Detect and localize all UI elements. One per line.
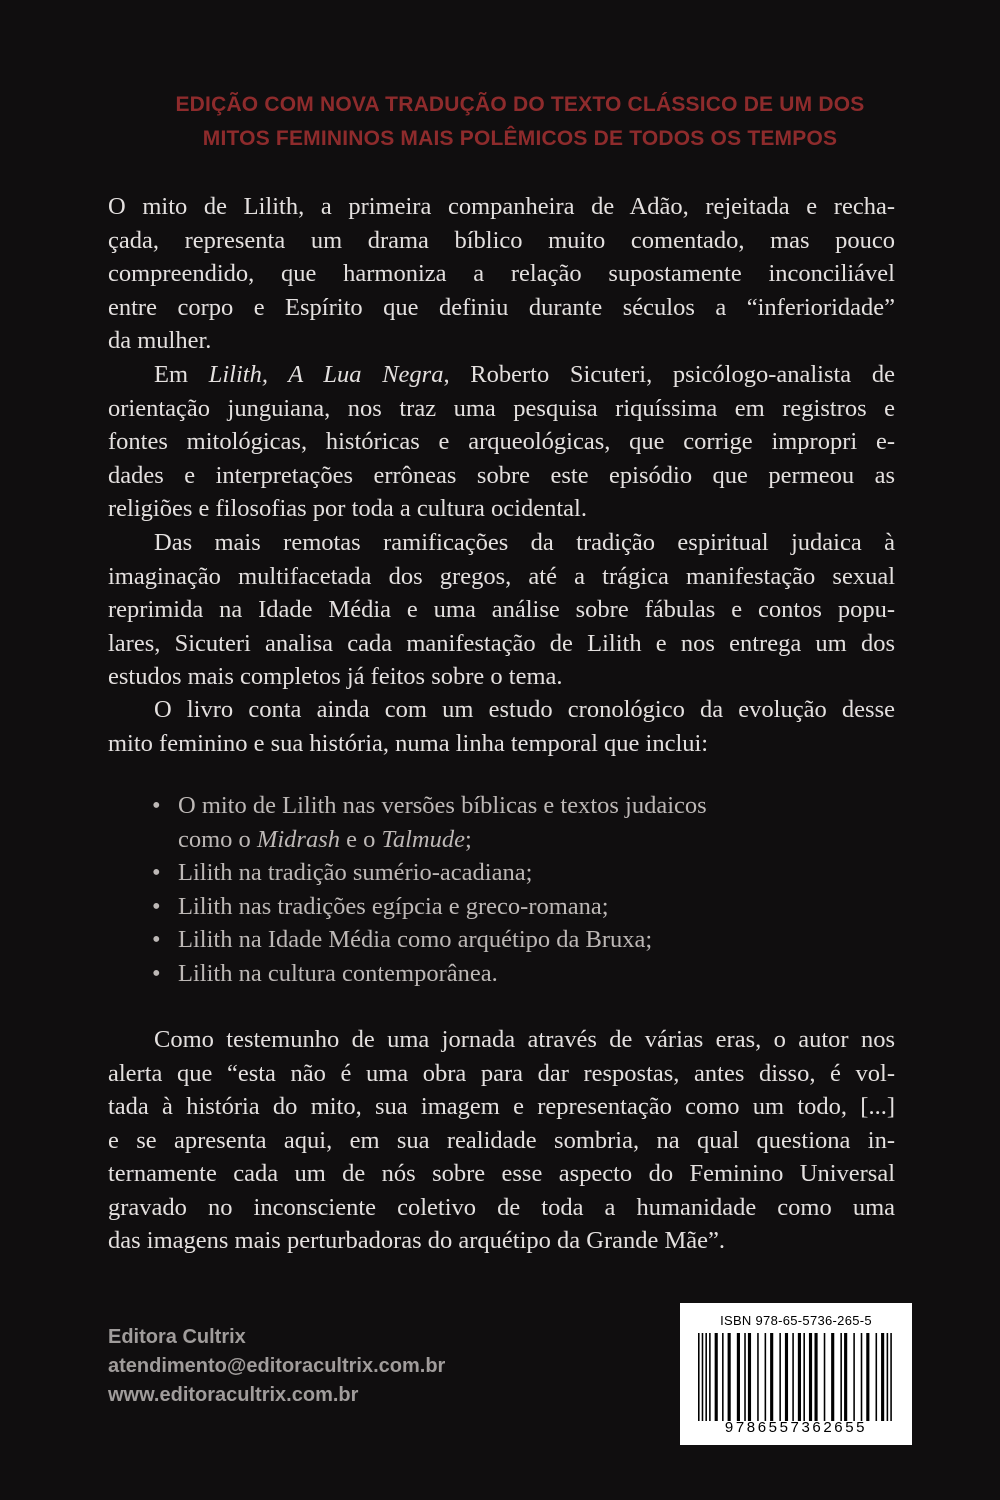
text-line: imaginação multifacetada dos gregos, até a trágica manifestação sexual: [108, 562, 895, 590]
talmude-title: Talmude: [381, 825, 465, 853]
barcode-bar: [824, 1333, 826, 1421]
list-item-text: Lilith na cultura contemporânea.: [178, 959, 498, 987]
publisher-email: atendimento@editoracultrix.com.br: [108, 1355, 446, 1377]
barcode-bar: [840, 1333, 842, 1421]
text-line: estudos mais completos já feitos sobre o tema.: [108, 663, 563, 690]
text-line: Das mais remotas ramificações da tradição espiritual judaica à: [154, 529, 895, 556]
barcode-bar: [831, 1333, 834, 1421]
barcode-bar: [709, 1333, 711, 1421]
barcode-bar: [876, 1333, 878, 1421]
paragraph-testimony: [108, 1023, 895, 1258]
bullet-icon: •: [152, 792, 161, 819]
barcode-bar: [705, 1333, 707, 1421]
barcode-bar: [861, 1333, 863, 1421]
text-line: gravado no inconsciente coletivo de toda a humanidade como uma: [108, 1193, 895, 1221]
barcode-icon: [696, 1333, 896, 1421]
paragraph-ramifications: [108, 526, 895, 694]
publisher-info: [108, 1323, 445, 1410]
barcode-bar: [702, 1333, 704, 1421]
paragraph-intro: [108, 190, 895, 358]
text-line: Como testemunho de uma jornada através de várias eras, o autor nos: [154, 1026, 895, 1053]
text-line: [108, 358, 895, 392]
text-line: da mulher.: [108, 327, 212, 354]
text-line: e se apresenta aqui, em sua realidade sombria, na qual questiona in-: [108, 1126, 895, 1154]
publisher-website: www.editoracultrix.com.br: [108, 1384, 359, 1406]
text-line: fontes mitológicas, históricas e arqueológicas, que corrige impropri e-: [108, 428, 895, 455]
text-fragment: Em: [154, 361, 209, 388]
text-fragment: e o: [339, 825, 382, 853]
text-line: entre corpo e Espírito que definiu durante séculos a “inferioridade”: [108, 293, 895, 321]
list-item: [152, 957, 852, 991]
text-line: O livro conta ainda com um estudo cronológico da evolução desse: [154, 696, 895, 723]
bullet-icon: •: [152, 892, 161, 920]
timeline-list: [152, 789, 852, 990]
text-line: lares, Sicuteri analisa cada manifestação de Lilith e nos entrega um dos: [108, 629, 895, 657]
barcode-digits: 9786557362655: [724, 1419, 868, 1436]
barcode-bar: [792, 1333, 794, 1421]
barcode-bar: [737, 1333, 740, 1421]
barcode-bar: [757, 1333, 759, 1421]
text-fragment: , Roberto Sicuteri, psicólogo-analista de: [443, 361, 895, 388]
paragraph-timeline: [108, 693, 895, 760]
list-item: [152, 856, 852, 890]
barcode-bar: [722, 1333, 724, 1421]
text-line: mito feminino e sua história, numa linha temporal que inclui:: [108, 729, 709, 757]
list-item: [152, 923, 852, 957]
barcode-bar: [890, 1333, 892, 1421]
isbn-label: ISBN 978-65-5736-265-5: [720, 1313, 872, 1328]
headline-line-2: MITOS FEMININOS MAIS POLÊMICOS DE TODOS OS TEMPOS: [202, 127, 838, 150]
list-item-text: Lilith na tradição sumério-acadiana;: [178, 859, 533, 886]
list-item-text: [178, 789, 707, 856]
text-fragment: como o: [178, 825, 257, 853]
barcode-bar: [866, 1333, 869, 1421]
bullet-icon: •: [152, 959, 161, 987]
text-fragment: O mito de Lilith nas versões bíblicas e textos judaicos: [178, 792, 707, 819]
text-line: çada, representa um drama bíblico muito comentado, mas pouco: [108, 226, 895, 254]
text-line: O mito de Lilith, a primeira companheira de Adão, rejeitada e recha-: [108, 193, 895, 220]
text-line: dades e interpretações errôneas sobre este episódio que permeou as: [108, 461, 895, 489]
text-line: orientação junguiana, nos traz uma pesquisa riquíssima em registros e: [108, 394, 895, 422]
barcode-bar: [748, 1333, 751, 1421]
barcode-bar: [744, 1333, 746, 1421]
list-item-text: Lilith na Idade Média como arquétipo da Bruxa;: [178, 926, 653, 953]
text-line: religiões e filosofias por toda a cultura ocidental.: [108, 495, 587, 522]
text-line: tada à história do mito, sua imagem e representação como um todo, [...]: [108, 1093, 895, 1120]
list-item: [152, 890, 852, 924]
barcode-bar: [765, 1333, 767, 1421]
list-item: [152, 789, 852, 856]
headline: [100, 88, 940, 156]
barcode-bar: [785, 1333, 788, 1421]
barcode-bar: [779, 1333, 781, 1421]
barcode-bar: [881, 1333, 884, 1421]
barcode-bar: [698, 1333, 700, 1421]
barcode-bar: [887, 1333, 889, 1421]
barcode-bar: [853, 1333, 855, 1421]
text-line: das imagens mais perturbadoras do arquétipo da Grande Mãe”.: [108, 1227, 726, 1254]
barcode-box: [680, 1303, 912, 1445]
bullet-icon: •: [152, 859, 161, 886]
text-line: ternamente cada um de nós sobre esse aspecto do Feminino Universal: [108, 1160, 895, 1187]
text-line: alerta que “esta não é uma obra para dar respostas, antes disso, é vol-: [108, 1059, 895, 1087]
barcode-bar: [814, 1333, 817, 1421]
barcode-bar: [844, 1333, 847, 1421]
text-fragment: ;: [465, 825, 472, 853]
barcode-bar: [728, 1333, 731, 1421]
text-line: compreendido, que harmoniza a relação supostamente inconciliável: [108, 260, 895, 287]
paragraph-book: [108, 358, 895, 526]
bullet-icon: •: [152, 926, 161, 953]
barcode-bar: [803, 1333, 805, 1421]
book-title: Lilith, A Lua Negra: [208, 361, 444, 388]
barcode-bar: [770, 1333, 773, 1421]
headline-line-1: EDIÇÃO COM NOVA TRADUÇÃO DO TEXTO CLÁSSICO DE UM DOS: [175, 93, 865, 116]
barcode-bar: [715, 1333, 718, 1421]
publisher-name: Editora Cultrix: [108, 1326, 246, 1348]
text-line: reprimida na Idade Média e uma análise sobre fábulas e contos popu-: [108, 596, 895, 623]
barcode-bar: [809, 1333, 812, 1421]
midrash-title: Midrash: [256, 825, 340, 853]
list-item-text: Lilith nas tradições egípcia e greco-romana;: [178, 892, 609, 920]
barcode-bar: [798, 1333, 801, 1421]
